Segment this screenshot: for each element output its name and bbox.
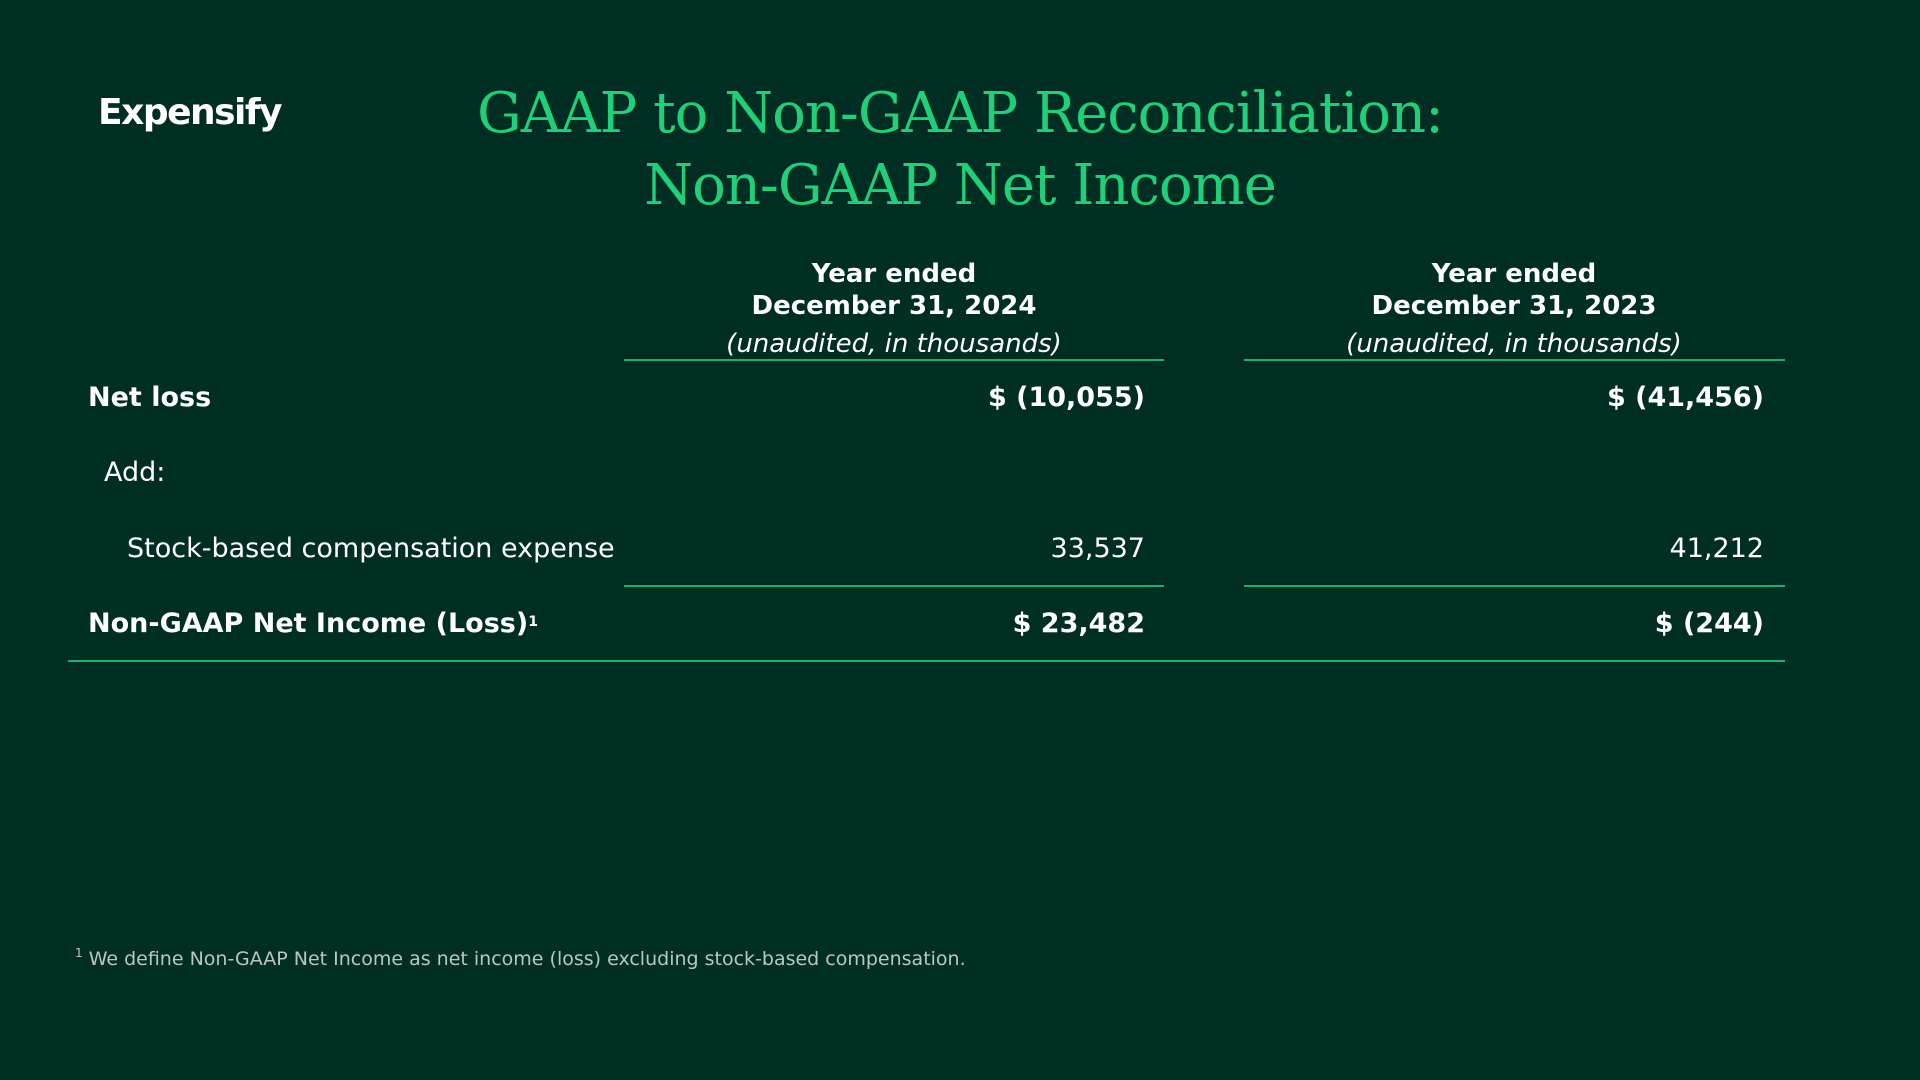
page-title bbox=[340, 78, 1580, 222]
column-header-line2: December 31, 2023 bbox=[1371, 291, 1657, 321]
header-rule-2023 bbox=[1244, 359, 1785, 361]
subtotal-rule-2023 bbox=[1244, 585, 1785, 587]
column-header-2024 bbox=[624, 258, 1164, 360]
total-rule bbox=[68, 660, 1785, 662]
row-label-net-loss: Net loss bbox=[88, 382, 212, 413]
title-line-1: GAAP to Non-GAAP Reconciliation: bbox=[477, 81, 1443, 146]
expensify-logo: Expensify bbox=[98, 92, 282, 133]
subtotal-rule-2024 bbox=[624, 585, 1164, 587]
non-gaap-2023: $ (244) bbox=[1654, 608, 1764, 639]
row-label-add: Add: bbox=[104, 457, 166, 488]
column-header-line2: December 31, 2024 bbox=[751, 291, 1037, 321]
footnote-text: We define Non-GAAP Net Income as net income (loss) excluding stock-based compensation. bbox=[88, 948, 966, 970]
footnote bbox=[75, 948, 966, 970]
stock-comp-2023: 41,212 bbox=[1669, 533, 1764, 564]
header-rule-2024 bbox=[624, 359, 1164, 361]
stock-comp-2024: 33,537 bbox=[1050, 533, 1145, 564]
column-header-2023 bbox=[1244, 258, 1784, 360]
row-label-stock-comp: Stock-based compensation expense bbox=[127, 533, 615, 564]
non-gaap-2024: $ 23,482 bbox=[1012, 608, 1145, 639]
column-header-line1: Year ended bbox=[1431, 259, 1597, 289]
footnote-number: 1 bbox=[75, 946, 83, 960]
non-gaap-label-text: Non-GAAP Net Income (Loss) bbox=[88, 608, 529, 639]
column-header-note: (unaudited, in thousands) bbox=[726, 329, 1062, 359]
column-header-line1: Year ended bbox=[811, 259, 977, 289]
net-loss-2024: $ (10,055) bbox=[987, 382, 1145, 413]
title-line-2: Non-GAAP Net Income bbox=[644, 153, 1276, 218]
net-loss-2023: $ (41,456) bbox=[1606, 382, 1764, 413]
column-header-note: (unaudited, in thousands) bbox=[1346, 329, 1682, 359]
row-label-non-gaap-net-income bbox=[88, 607, 538, 641]
footnote-marker: 1 bbox=[528, 614, 538, 630]
